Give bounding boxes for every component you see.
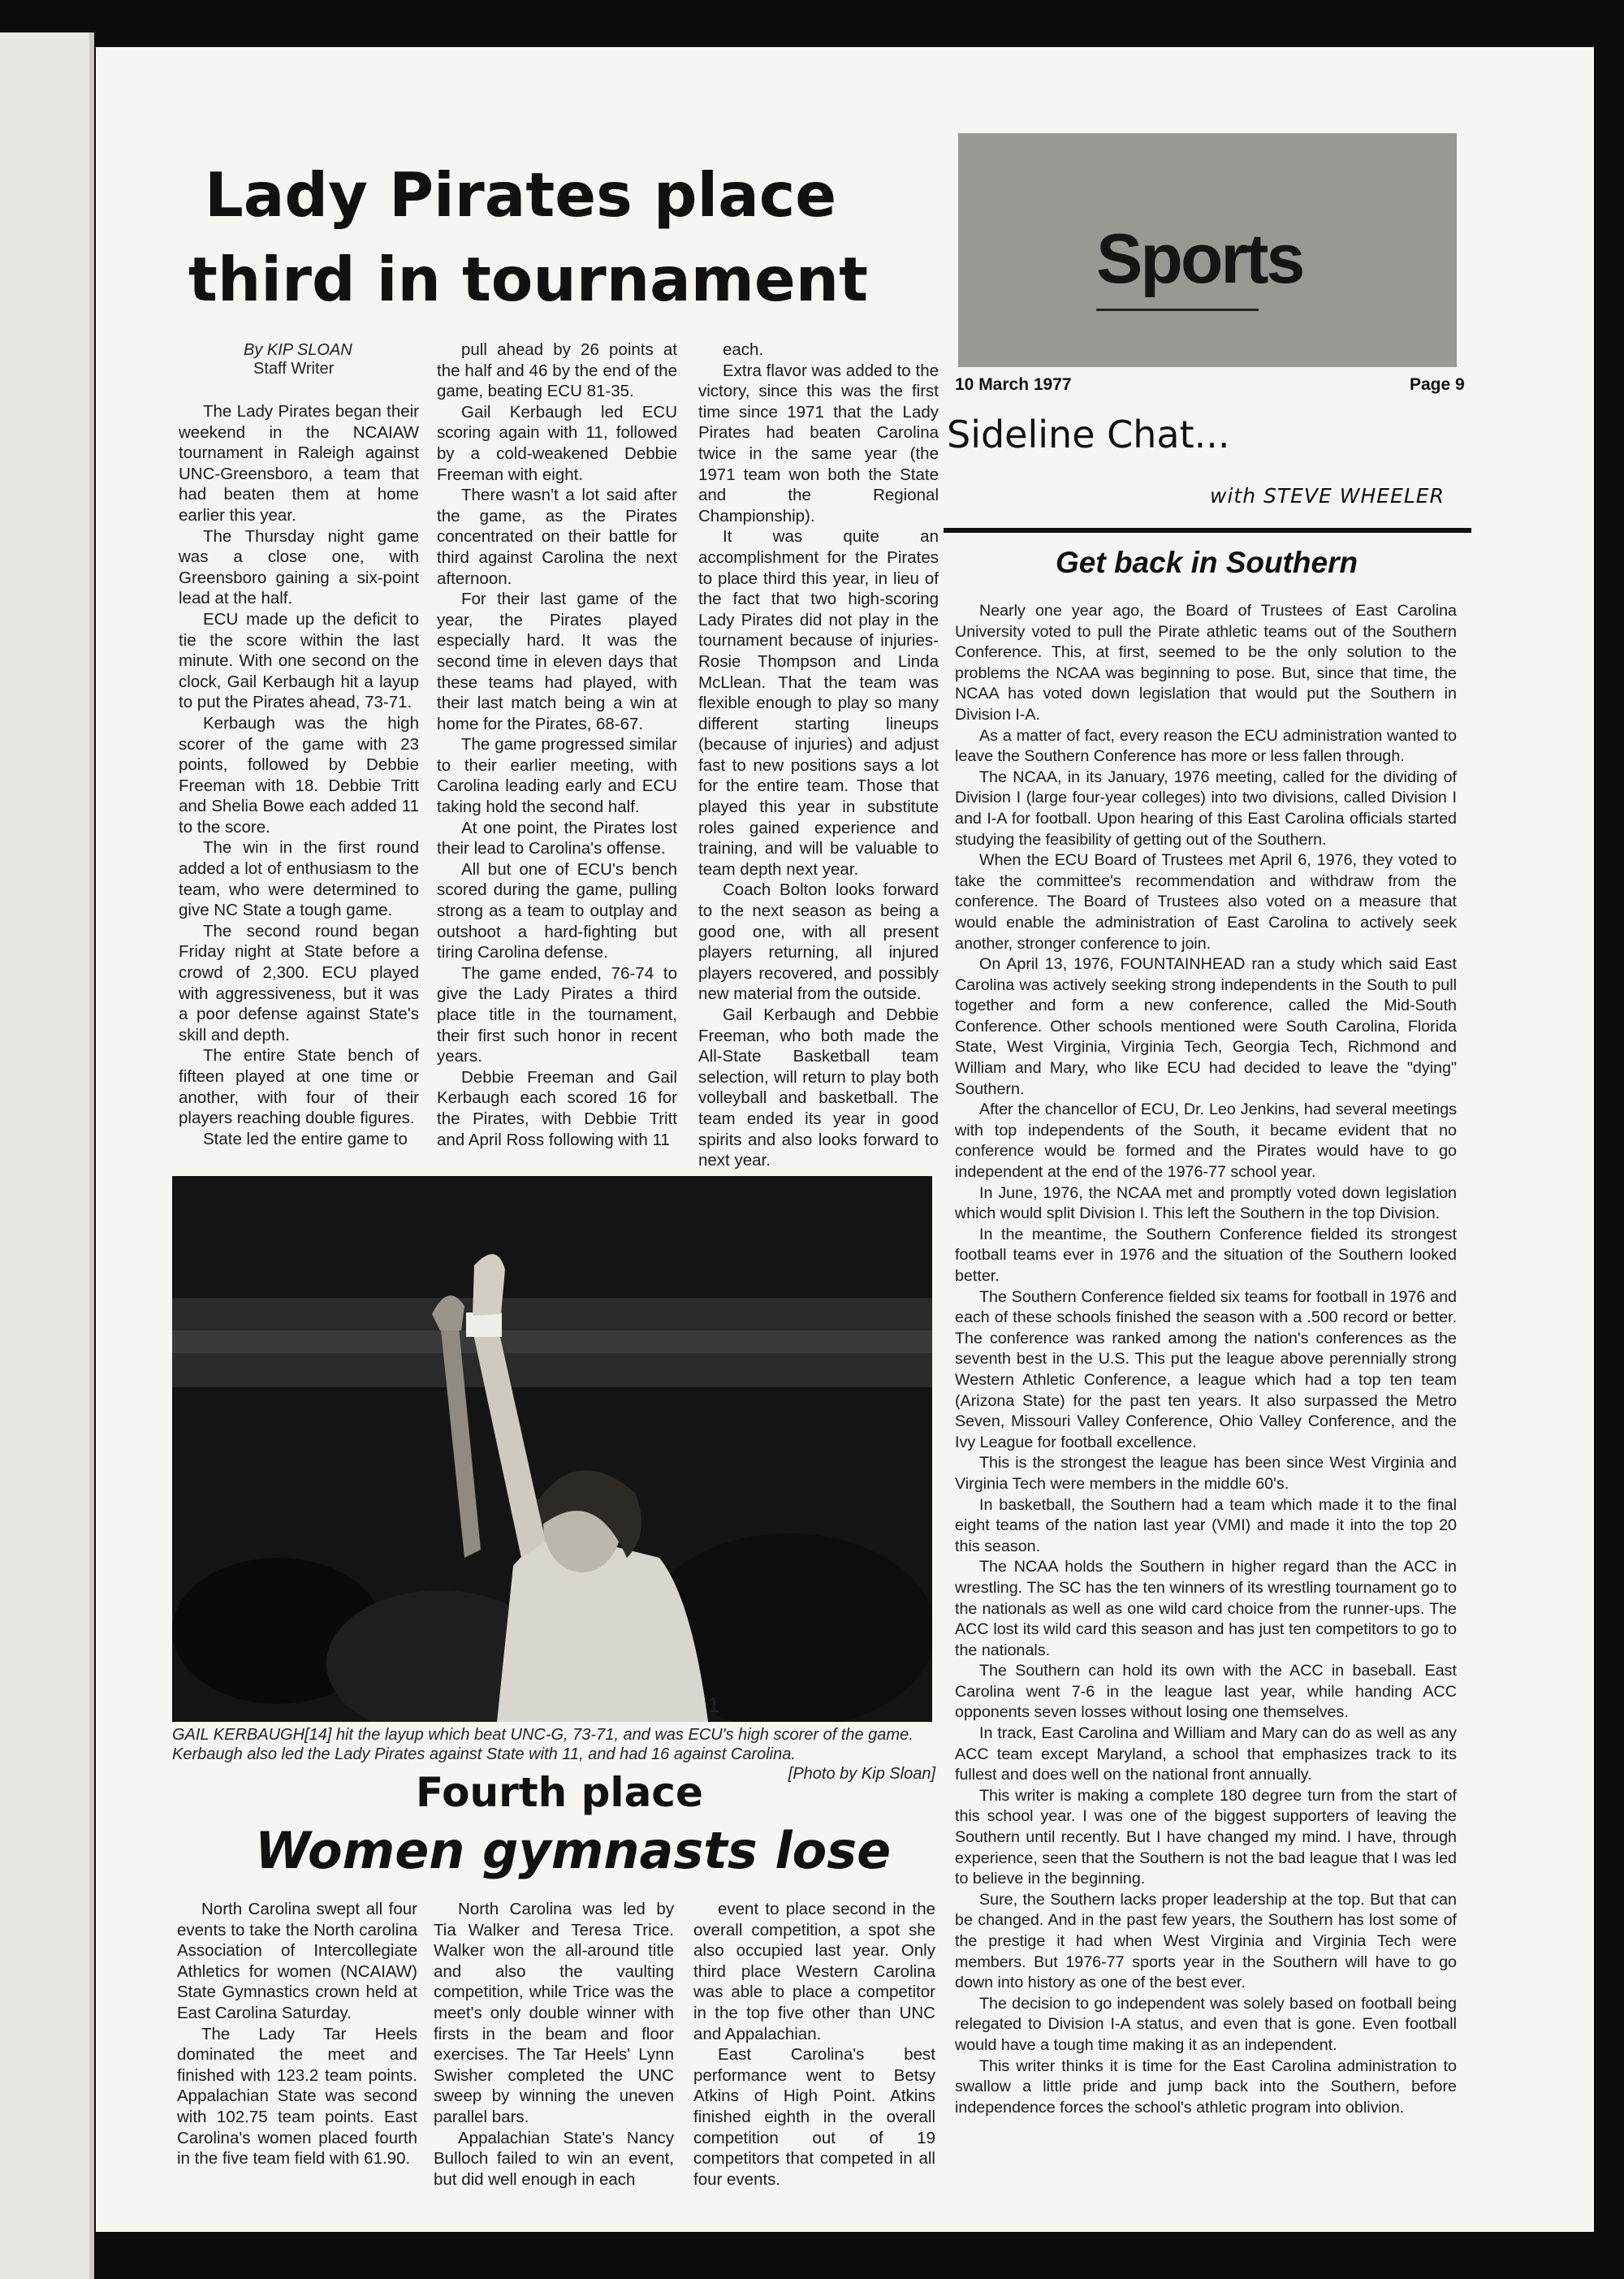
paragraph: The entire State bench of fifteen played at one time or another, with four of their players reaching double figures. [179,1046,419,1128]
paragraph: In June, 1976, the NCAA met and promptly voted down legislation which would split Division I. This left the Southern in the top Division. [955,1183,1457,1223]
photo-credit: [Photo by Kip Sloan] [788,1765,935,1783]
lady-pirates-headline-line1: Lady Pirates place [205,159,837,231]
paragraph: As a matter of fact, every reason the ECU administration wanted to leave the Southern Conference has more or less fallen through. [955,726,1457,766]
lady-pirates-headline-line2: third in tournament [188,244,868,315]
byline-name: By KIP SLOAN [244,341,352,359]
paragraph: Extra flavor was added to the victory, since this was the first time since 1971 that the Lady Pirates had beaten Carolina twice in the same year (the 1971 team won both the State and the Regional Championship). [698,361,939,525]
paragraph: North Carolina swept all four events to take the North carolina Association of Intercollegiate Athletics for women (NCAIAW) State Gymnastics crown held at East Carolina Saturday. [177,1900,417,2022]
column-headline: Get back in Southern [1056,546,1358,579]
lady-pirates-column-3 [698,339,939,1176]
paragraph: The NCAA holds the Southern in higher regard than the ACC in wrestling. The SC has the ten winners of its wrestling tournament go to the nationals as well as one wild card choice from the runner-ups. The ACC lost its wild card this season and has just ten competitors to go to the nationals. [955,1558,1457,1659]
paragraph: The win in the first round added a lot of enthusiasm to the team, who were determined to give NC State a tough game. [179,838,419,920]
paragraph: The Lady Pirates began their weekend in the NCAIAW tournament in Raleigh against UNC-Greensboro, a team that had beaten them at home earlier this year. [179,402,419,525]
paragraph: In track, East Carolina and William and Mary can do as well as any ACC team except Maryland, a school that emphasizes track to its fullest and does well on the national front annually. [955,1724,1457,1784]
paragraph: At one point, the Pirates lost their lead to Carolina's offense. [437,818,677,858]
basketball-photo [172,1176,932,1722]
sideline-column-text [955,601,1457,2182]
paragraph: For their last game of the year, the Pirates played especially hard. It was the second time in eleven days that these teams had played, with their last match being a win at home for the Pirates, 68-67. [437,590,677,733]
column-rule [944,528,1471,533]
paragraph: The Southern can hold its own with the ACC in baseball. East Carolina went 7-6 in the league last year, while handing ACC opponents seven losses without losing one themselves. [955,1662,1457,1722]
paragraph: each. [723,340,764,359]
paragraph: ECU made up the deficit to tie the score within the last minute. With one second on the clock, Gail Kerbaugh hit a layup to put the Pirates ahead, 73-71. [179,609,419,712]
paragraph: The Thursday night game was a close one, with Greensboro gaining a six-point lead at the half. [179,526,419,608]
section-label-underline [1096,309,1259,311]
byline-title: Staff Writer [253,360,335,378]
paragraph: This is the strongest the league has been since West Virginia and Virginia Tech were members in the middle 60's. [955,1454,1457,1493]
paragraph: The game progressed similar to their earlier meeting, with Carolina leading early and ECU taking hold the second half. [437,735,677,817]
gymnasts-column-2 [434,1899,674,2199]
column-title: Sideline Chat... [947,413,1230,456]
section-label: Sports [1096,220,1303,298]
page-number: Page 9 [1410,375,1465,394]
paragraph: Appalachian State's Nancy Bulloch failed to win an event, but did well enough in each [434,2128,674,2189]
paragraph: It was quite an accomplishment for the Pirates to place third this year, in lieu of the fact that two high-scoring Lady Pirates did not play in the tournament because of injuries-Rosie Thompson and Linda McLlean. That the team was flexible enough to play so many different starting lineups (because of injuries) and adjust fast to new positions says a lot for the entire team. Those that played this year in substitute roles gained experience and training, and will be valuable to team depth next year. [698,527,939,879]
lady-pirates-column-2 [437,339,677,1176]
paragraph: This writer is making a complete 180 degree turn from the start of this school year. I was one of the biggest supporters of leaving the Southern until recently. But I have changed my mind. I have, through experience, seen that the Southern is not the bad league that I was led to believe in the beginning. [955,1786,1457,1888]
paragraph: In the meantime, the Southern Conference fielded its strongest football teams ever in 1976 and the situation of the Southern looked better. [955,1225,1457,1285]
paragraph: East Carolina's best performance went to Betsy Atkins of High Point. Atkins finished eighth in the overall competition out of 19 competitors that competed in all four events. [693,2045,935,2189]
paragraph: The game ended, 76-74 to give the Lady Pirates a third place title in the tournament, their first such honor in recent years. [437,963,677,1066]
gymnasts-kicker: Fourth place [416,1769,703,1816]
paragraph: State led the entire game to [203,1129,408,1148]
paragraph: Debbie Freeman and Gail Kerbaugh each scored 16 for the Pirates, with Debbie Tritt and April Ross following with 11 [437,1067,677,1149]
paragraph: pull ahead by 26 points at the half and 46 by the end of the game, beating ECU 81-35. [437,340,677,401]
adjacent-page-edge [0,32,94,2279]
gymnasts-column-1 [177,1899,417,2199]
columnist-credit: with STEVE WHEELER [1210,484,1445,508]
paragraph: Sure, the Southern lacks proper leadership at the top. But that can be changed. And in the past few years, the Southern has lost some of the prestige it had when West Virginia and Virginia Tech were members. But 1976-77 sports year in the Southern will have to go down into history as one of the best ever. [955,1890,1457,1992]
paragraph: The NCAA, in its January, 1976 meeting, called for the dividing of Division I (large four-year colleges) into two divisions, called Division I and I-A for football. Upon hearing of this East Carolina officials started studying the feasibility of getting out of the Southern. [955,768,1457,849]
paragraph: On April 13, 1976, FOUNTAINHEAD ran a study which said East Carolina was actively seeking strong independents in the South to pull together and form a new conference, called the Mid-South Conference. Other schools mentioned were South Carolina, Florida State, West Virginia, Virginia Tech, Georgia Tech, Richmond and William and Mary, who like ECU had decided to leave the "dying" Southern. [955,955,1457,1098]
paragraph: After the chancellor of ECU, Dr. Leo Jenkins, had several meetings with top independents of the South, it became evident that no conference would be formed and the Pirates would have to go independent at the end of the 1976-77 school year. [955,1101,1457,1182]
issue-date: 10 March 1977 [955,375,1072,394]
paragraph: All but one of ECU's bench scored during the game, pulling strong as a team to outplay and outshoot a hard-fighting but tiring Carolina defense. [437,859,677,962]
lady-pirates-column-1 [179,401,419,1176]
paragraph: Nearly one year ago, the Board of Trustees of East Carolina University voted to pull the Pirate athletic teams out of the Southern Conference. This, at first, seemed to be the only solution to the problems the NCAA was beginning to pose. But, since that time, the NCAA has voted down legislation that would put the Southern in Division I-A. [955,602,1457,724]
paragraph: In basketball, the Southern had a team which made it to the final eight teams of the nation last year (VMI) and made it into the top 20 this season. [955,1495,1457,1555]
svg-text:1: 1 [708,1693,720,1717]
paragraph: The decision to go independent was solely based on football being relegated to Division I-A status, and even that is gone. Even football would have a tough time making it as an independent. [955,1994,1457,2054]
paragraph: The Lady Tar Heels dominated the meet and finished with 123.2 team points. Appalachian State was second with 102.75 team points. East Carolina's women placed fourth in the five team field with 61.90. [177,2024,417,2169]
gymnasts-headline: Women gymnasts lose [255,1821,892,1880]
paragraph: There wasn't a lot said after the game, as the Pirates concentrated on their battle for third against Carolina the next afternoon. [437,486,677,588]
paragraph: The Southern Conference fielded six teams for football in 1976 and each of these schools finished the season with a .500 record or better. The conference was ranked among the nation's conferences as the seventh best in the U.S. This put the league above perennially strong Western Athletic Conference, a league which had a top ten team (Arizona State) for the past ten years. It also surpassed the Metro Seven, Missouri Valley Conference, Ohio Valley Conference, and the Ivy League for football excellence. [955,1287,1457,1451]
paragraph: Gail Kerbaugh led ECU scoring again with 11, followed by a cold-weakened Debbie Freeman with eight. [437,402,677,484]
paragraph: Gail Kerbaugh and Debbie Freeman, who both made the All-State Basketball team selection, will return to play both volleyball and basketball. The team ended its year in good spirits and also looks forward to next year. [698,1005,939,1170]
paragraph: This writer thinks it is time for the East Carolina administration to swallow a little pride and jump back into the Southern, before independence forces the school's athletic program into oblivion. [955,2056,1457,2117]
paragraph: North Carolina was led by Tia Walker and Teresa Trice. Walker won the all-around title and also the vaulting competition, while Trice was the meet's only double winner with firsts in the beam and floor exercises. The Tar Heels' Lynn Swisher completed the UNC sweep by winning the uneven parallel bars. [434,1900,674,2126]
sports-section-banner [958,133,1457,367]
gymnasts-column-3 [693,1899,935,2199]
photo-caption-text: GAIL KERBAUGH[14] hit the layup which beat UNC-G, 73-71, and was ECU's high scorer of the game. Kerbaugh also led the Lady Pirates against State with 11, and had 16 against Carolina. [172,1726,914,1763]
paragraph: Coach Bolton looks forward to the next season as being a good one, with all present players returning, all injured players recovered, and possibly new material from the outside. [698,880,939,1004]
paragraph: Kerbaugh was the high scorer of the game with 23 points, followed by Debbie Freeman with 18. Debbie Tritt and Shelia Bowe each added 11 to the score. [179,713,419,837]
paragraph: The second round began Friday night at State before a crowd of 2,300. ECU played with aggressiveness, but it was a poor defense against State's skill and depth. [179,921,419,1044]
byline [244,341,352,378]
paragraph: event to place second in the overall competition, a spot she also occupied last year. Only third place Western Carolina was able to place a competitor in the top five other than UNC and Appalachian. [693,1900,935,2043]
paragraph: When the ECU Board of Trustees met April 6, 1976, they voted to take the committee's recommendation and withdraw from the conference. The Board of Trustees also voted on a measure that would enable the administration of East Carolina to actively seek another, stronger conference to join. [955,851,1457,953]
